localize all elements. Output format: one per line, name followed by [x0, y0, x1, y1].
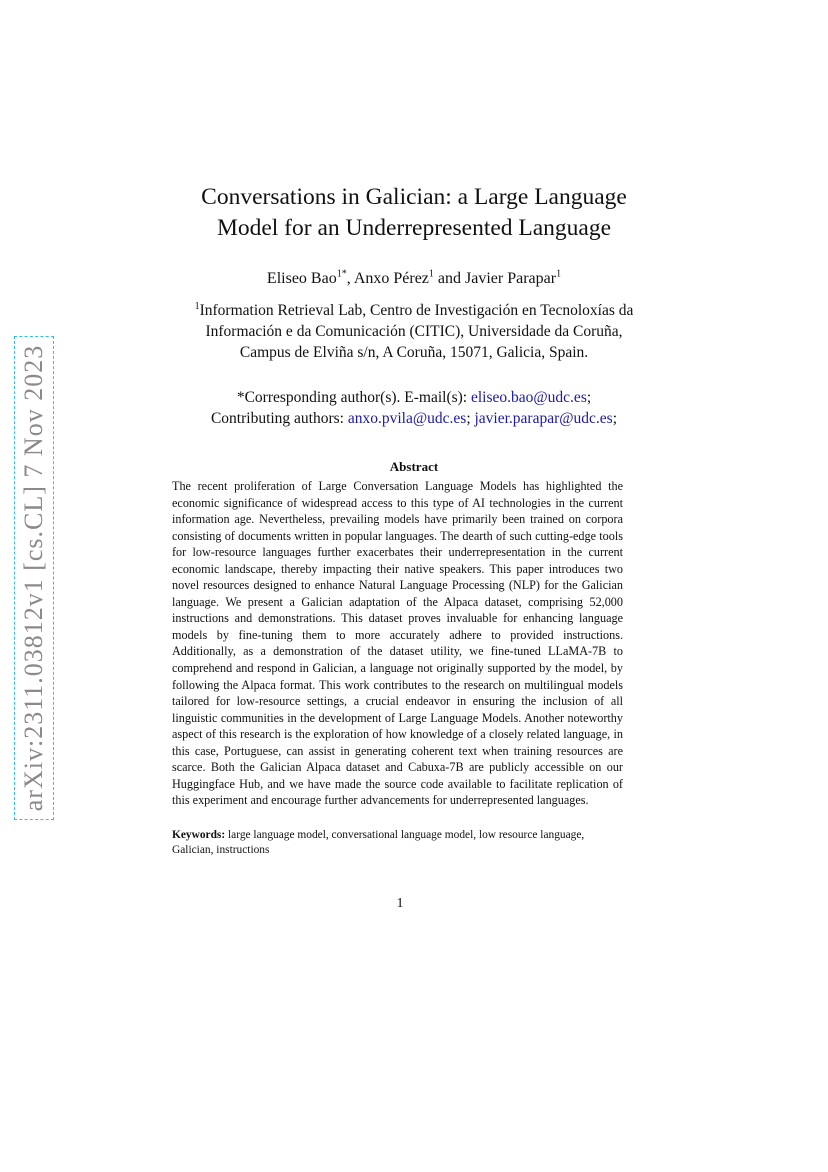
page-number: 1: [396, 896, 404, 911]
author-name: Anxo Pérez: [353, 270, 429, 287]
abstract-text: The recent proliferation of Large Conversation Language Models has highlighted the economic significance of widespread access to this type of AI technologies in the current information age. Nevertheless, prevailing models have primarily been trained on corpora consisting of documents written in popular languages. The dearth of such cutting-edge tools for low-resource languages further exacerbates their underrepresentation in the current economic landscape, thereby impacting their native speakers. This paper introduces two novel resources designed to enhance Natural Language Processing (NLP) for the Galician language. We present a Galician adaptation of the Alpaca dataset, comprising 52,000 instructions and demonstrations. This dataset proves invaluable for enhancing language models by fine-tuning them to more accurately adhere to provided instructions. Additionally, as a demonstration of the dataset utility, we fine-tuned LLaMA-7B to comprehend and respond in Galician, a language not originally supported by the model, by following the Alpaca format. This work contributes to the research on multilingual models tailored for low-resource settings, a crucial endeavor in ensuring the inclusion of all linguistic communities in the development of Large Language Models. Another noteworthy aspect of this research is the exploration of how knowledge of a closely related language, in this case, Portuguese, can assist in generating coherent text when training resources are scarce. Both the Galician Alpaca dataset and Cabuxa-7B are publicly accessible on our Huggingface Hub, and we have made the source code available to facilitate replication of this experiment and encourage further advancements for underrepresented languages.: [172, 479, 623, 808]
author-mark: 1: [556, 268, 562, 280]
abstract-heading: Abstract: [389, 459, 439, 474]
author-list: [120, 270, 708, 288]
arxiv-stamp[interactable]: arXiv:2311.03812v1 [cs.CL] 7 Nov 2023: [19, 344, 48, 812]
title-line-1: Conversations in Galician: a Large Language: [201, 184, 627, 210]
author-name: Eliseo Bao: [266, 270, 337, 287]
corresponding-email-link[interactable]: eliseo.bao@udc.es: [471, 389, 587, 406]
contributing-email-link-2[interactable]: javier.parapar@udc.es: [474, 410, 613, 427]
paper-title: [120, 182, 708, 244]
affiliation: [150, 300, 678, 363]
contributing-label: Contributing authors:: [210, 410, 344, 427]
author-name: Javier Parapar: [465, 270, 557, 287]
author-separator: and: [433, 270, 466, 287]
affiliation-line-2: Información e da Comunicación (CITIC), Universidade da Coruña,: [205, 323, 623, 340]
affiliation-mark: 1: [194, 300, 200, 312]
keywords: [172, 828, 623, 858]
keywords-label: Keywords:: [172, 829, 226, 841]
affiliation-line-3: Campus de Elviña s/n, A Coruña, 15071, Galicia, Spain.: [239, 344, 589, 361]
author-separator: ,: [346, 270, 354, 287]
title-line-2: Model for an Underrepresented Language: [216, 215, 612, 241]
corresponding-label: *Corresponding author(s). E-mail(s):: [236, 389, 468, 406]
affiliation-line-1: Information Retrieval Lab, Centro de Investigación en Tecnoloxías da: [199, 302, 634, 319]
keywords-text: large language model, conversational language model, low resource language, Galician, instructions: [172, 829, 585, 856]
contributing-email-link-1[interactable]: anxo.pvila@udc.es: [347, 410, 467, 427]
author-mark: 1: [428, 268, 434, 280]
correspondence: *Corresponding author(s). E-mail(s): eliseo.bao@udc.es; Contributing authors: anxo.pvila@udc.es; javier.parapar@udc.es;: [210, 389, 618, 427]
author-mark: 1*: [336, 268, 347, 280]
